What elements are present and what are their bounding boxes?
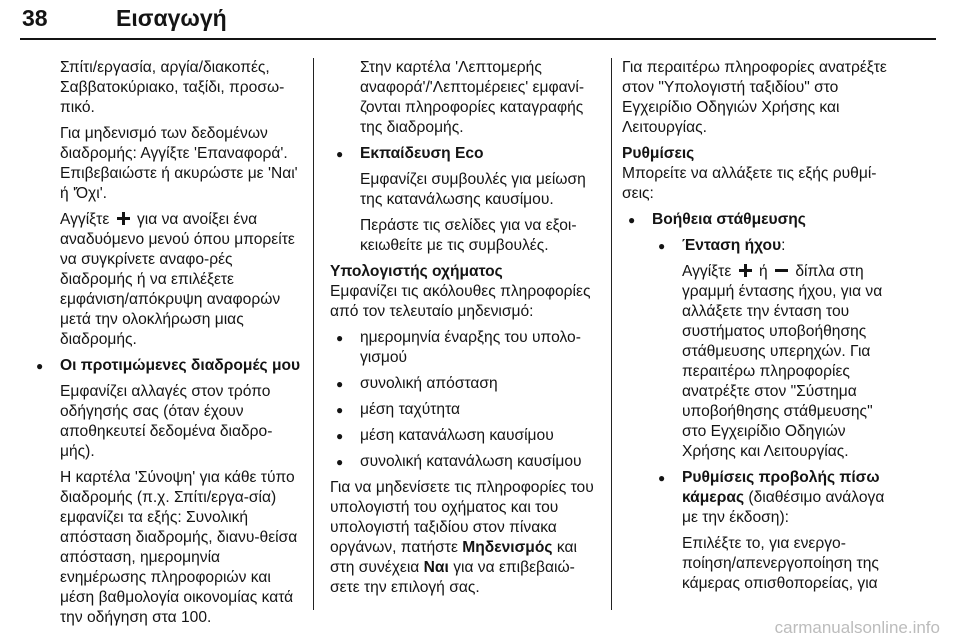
yes-label: Ναι [423, 559, 449, 576]
list-item-text: μέση ταχύτητα [360, 401, 461, 418]
sub-bullet-title [682, 236, 890, 256]
watermark: carmanualsonline.info [774, 618, 940, 637]
sub-bullet-item [652, 468, 890, 594]
paragraph [330, 478, 600, 598]
bullet-item [330, 144, 600, 256]
plus-icon [117, 212, 130, 225]
section-heading: Υπολογιστής οχήματος [330, 263, 503, 280]
volume-label: Ένταση ήχου [682, 237, 782, 254]
paragraph: Για μηδενισμό των δεδομένων διαδρομής: Αγγίξτε 'Επαναφορά'. Επιβεβαιώστε ή ακυρώστε με 'Ναι' ή 'Όχι'. [60, 125, 298, 202]
list-item [330, 374, 600, 394]
paragraph: Η καρτέλα 'Σύνοψη' για κάθε τύπο διαδρομής (π.χ. Σπίτι/εργα-σία) εμφανίζει τα εξής: Συνολική απόσταση διαδρομής, διανυ-θείσα απόσταση, ημερομηνία ενημέρωσης πληροφοριών και μέση βαθμολογία οικονομίας κατά την οδήγηση στα 100. [60, 469, 298, 626]
text: Αγγίξτε [682, 263, 732, 280]
column-3 [622, 58, 890, 600]
text: Για να μηδενίσετε τις πληροφορίες του υπολογιστή του οχήματος και του υπολογιστή ταξιδίου στον πίνακα οργάνων, πατήστε [330, 479, 594, 556]
list-item-text: συνολική απόσταση [360, 375, 498, 392]
page-header [0, 0, 960, 50]
bullet-item [622, 210, 890, 594]
text: δίπλα στη γραμμή έντασης ήχου, για να αλλάξετε την ένταση του συστήματος υποβοήθησης στάθμευσης υπερηχών. Για περαιτέρω πληροφορίες ανατρέξτε στον "Σύστημα υποβοήθησης στάθμευσης" στο Εγχειρίδιο Οδηγιών Χρήσης και Λειτουργίας. [682, 263, 883, 460]
minus-icon [775, 264, 788, 277]
plus-icon [739, 264, 752, 277]
paragraph: Μπορείτε να αλλάξετε τις εξής ρυθμί-σεις: [622, 165, 877, 202]
text: για να ανοίξει ένα αναδυόμενο μενού όπου μπορείτε να συγκρίνετε αναφο-ρές διαδρομής ή να επιλέξετε εμφάνιση/απόκρυψη αναφορών μετά την ολοκλήρωση μιας διαδρομής. [60, 211, 295, 348]
paragraph: Επιλέξτε το, για ενεργο-ποίηση/απενεργοποίηση της κάμερας οπισθοπορείας, για [682, 535, 879, 592]
paragraph: Περάστε τις σελίδες για να εξοι-κειωθείτε με τις συμβουλές. [360, 217, 577, 254]
column-2 [330, 58, 600, 604]
paragraph [682, 468, 890, 528]
column-divider-1 [313, 58, 314, 610]
text: ή [758, 263, 768, 280]
text: για να επιβεβαιώ-σετε την επιλογή σας. [330, 559, 575, 596]
page-title: Εισαγωγή [116, 5, 227, 31]
page-number: 38 [22, 5, 48, 31]
header-divider [20, 38, 936, 40]
paragraph: Εμφανίζει αλλαγές στον τρόπο οδήγησής σας (όταν έχουν αποθηκευτεί δεδομένα διαδρο-μής). [60, 383, 273, 460]
bullet-item [30, 356, 305, 628]
bullet-title: ● Οι προτιμώμενες διαδρομές μου [60, 357, 301, 374]
sub-bullet-item [652, 236, 890, 462]
bullet-title: ● Βοήθεια στάθμευσης [652, 211, 806, 228]
list-item [330, 328, 600, 368]
text: : [781, 237, 786, 254]
reset-label: Μηδενισμός [462, 539, 553, 556]
list-item-text: ημερομηνία έναρξης του υπολο-γισμού [360, 329, 581, 366]
text: (διαθέσιμο ανάλογα με την έκδοση): [682, 489, 885, 526]
camera-settings-label: Ρυθμίσεις προβολής πίσω κάμερας [682, 469, 880, 506]
text: Αγγίξτε [60, 211, 110, 228]
column-divider-2 [611, 58, 612, 610]
paragraph: Εμφανίζει συμβουλές για μείωση της κατανάλωσης καυσίμου. [360, 171, 586, 208]
paragraph [60, 210, 305, 350]
paragraph: Για περαιτέρω πληροφορίες ανατρέξτε στον "Υπολογιστή ταξιδίου" στο Εγχειρίδιο Οδηγιών Χρήσης και Λειτουργίας. [622, 59, 887, 136]
list-item [330, 400, 600, 420]
list-item [330, 452, 600, 472]
bullet-title: ● Εκπαίδευση Eco [360, 145, 484, 162]
column-1 [60, 58, 305, 634]
paragraph: Σπίτι/εργασία, αργία/διακοπές, Σαββατοκύριακο, ταξίδι, προσω-πικό. [60, 59, 285, 116]
paragraph: Στην καρτέλα 'Λεπτομερής αναφορά'/'Λεπτομέρειες' εμφανί-ζονται πληροφορίες καταγραφής της διαδρομής. [360, 59, 585, 136]
paragraph [682, 262, 890, 462]
list-item-text: μέση κατανάλωση καυσίμου [360, 427, 554, 444]
list-item-text: συνολική κατανάλωση καυσίμου [360, 453, 582, 470]
list-item [330, 426, 600, 446]
paragraph: Εμφανίζει τις ακόλουθες πληροφορίες από τον τελευταίο μηδενισμό: [330, 283, 591, 320]
section-heading: Ρυθμίσεις [622, 145, 695, 162]
text: και στη συνέχεια [330, 539, 577, 576]
